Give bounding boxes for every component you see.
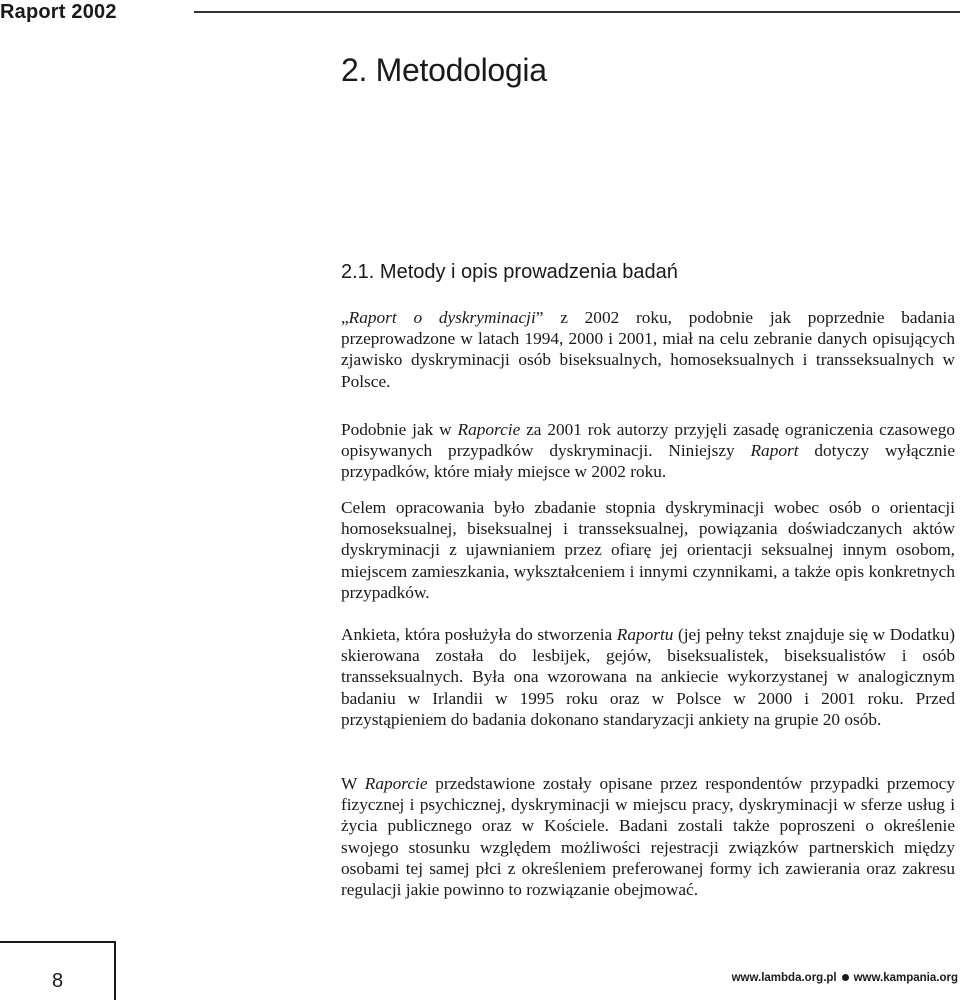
paragraph-4-italic: Raportu [616, 625, 674, 644]
paragraph-2-text-a: Podobnie jak w [341, 420, 458, 439]
running-header-title: Raport 2002 [0, 1, 117, 23]
paragraph-4-text-b: (jej pełny tekst znajduje się w Dodatku) skierowana została do lesbijek, gejów, biseksualistek, biseksualistów i osób transseksualnych. Była ona wzorowana na ankiecie wykorzystanej w analogicznym badaniu w Irlandii w 1995 roku oraz w Polsce w 2000 i 2001 roku. Przed przystąpieniem do badania dokonano standaryzacji ankiety na grupie 20 osób. [341, 625, 955, 729]
paragraph-5-italic: Raporcie [364, 774, 428, 793]
chapter-title: 2. Metodologia [341, 52, 547, 88]
paragraph-2 [341, 419, 955, 483]
section-title: 2.1. Metody i opis prowadzenia badań [341, 261, 678, 283]
footer-link-lambda[interactable]: www.lambda.org.pl [731, 972, 837, 984]
paragraph-2-text-b: za 2001 rok autorzy przyjęli zasadę ograniczenia czasowego opisywanych przypadków dyskryminacji. Niniejszy [341, 420, 955, 461]
footer-links [732, 971, 958, 985]
paragraph-2-text-c: dotyczy wyłącznie przypadków, które miały miejsce w 2002 roku. [341, 441, 955, 482]
paragraph-5-text-a: W [341, 774, 365, 793]
paragraph-4-text-a: Ankieta, która posłużyła do stworzenia [341, 625, 617, 644]
paragraph-1 [341, 307, 955, 392]
report-title-italic: Raport o dyskryminacji [348, 308, 536, 327]
paragraph-5 [341, 773, 955, 900]
paragraph-3 [341, 497, 955, 603]
opening-quote: „ [341, 308, 349, 327]
paragraph-2-italic-a: Raporcie [457, 420, 521, 439]
page-number: 8 [52, 970, 64, 992]
paragraph-2-italic-b: Raport [750, 441, 799, 461]
paragraph-4 [341, 624, 955, 730]
paragraph-3-text: Celem opracowania było zbadanie stopnia dyskryminacji wobec osób o orientacji homoseksualnej, biseksualnej i transseksualnej, powiązania doświadczanych aktów dyskryminacji z ujawnianiem przez ofiarę jej orientacji seksualnej innym osobom, miejscem zamieszkania, wykształceniem i innymi czynnikami, a także opis konkretnych przypadków. [341, 498, 955, 602]
paragraph-5-text-b: przedstawione zostały opisane przez respondentów przypadki przemocy fizycznej i psychicznej, dyskryminacji w miejscu pracy, dyskryminacji w sferze usług i życia publicznego oraz w Kościele. Badani zostali także poproszeni o określenie swojego stosunku względem możliwości rejestracji związków partnerskich między osobami tej samej płci z określeniem preferowanej formy ich zawierania oraz zakresu regulacji jakie powinno to rozwiązanie obejmować. [341, 774, 955, 900]
footer-link-kampania[interactable]: www.kampania.org [853, 972, 958, 984]
bullet-icon [842, 974, 849, 981]
paragraph-1-text: ” z 2002 roku, podobnie jak poprzednie badania przeprowadzone w latach 1994, 2000 i 2001, miał na celu zebranie danych opisujących zjawisko dyskryminacji osób biseksualnych, homoseksualnych i transseksualnych w Polsce. [341, 308, 955, 391]
header-rule [194, 11, 960, 13]
